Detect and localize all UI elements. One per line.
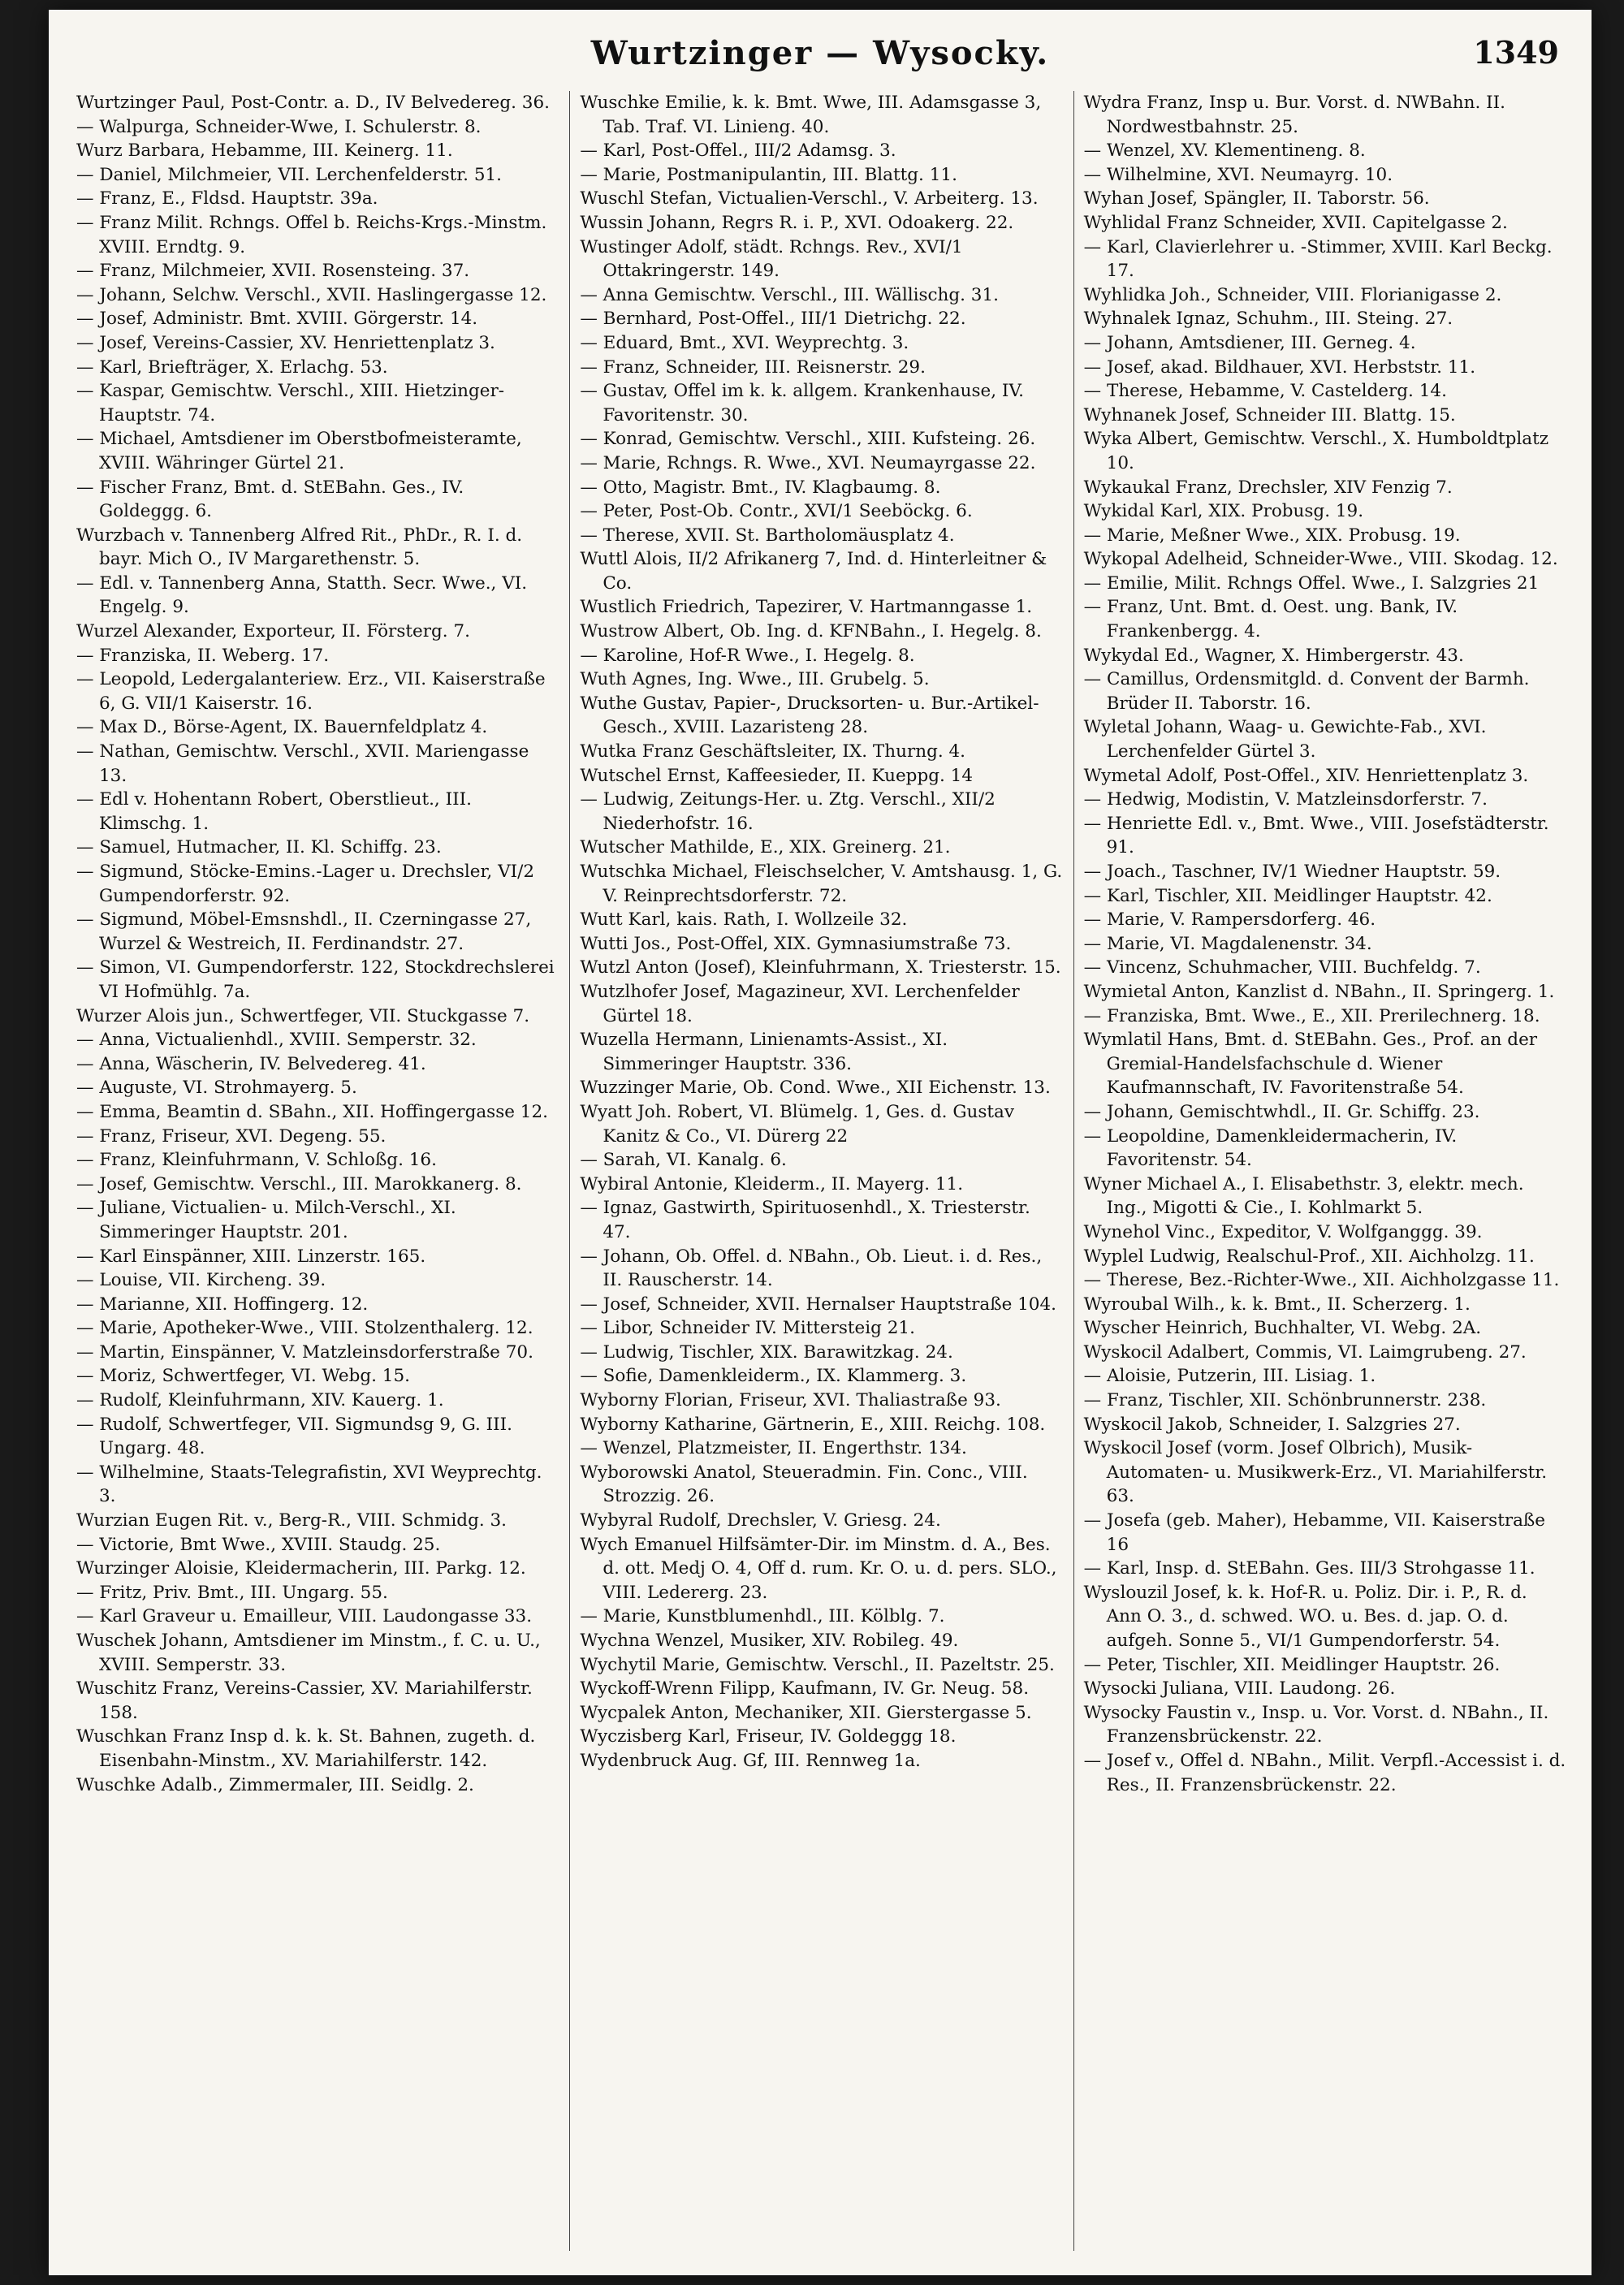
directory-entry: — Marie, Postmanipulantin, III. Blattg. 11.: [580, 164, 957, 185]
directory-entry: — Wilhelmine, Staats-Telegrafistin, XVI Weyprechtg. 3.: [76, 1462, 542, 1507]
directory-entry: Wuschke Emilie, k. k. Bmt. Wwe, III. Adamsgasse 3, Tab. Traf. VI. Linieng. 40.: [580, 93, 1042, 137]
directory-entry: Wuth Agnes, Ing. Wwe., III. Grubelg. 5.: [580, 669, 930, 690]
directory-entry: — Ludwig, Tischler, XIX. Barawitzkag. 24.: [580, 1341, 953, 1363]
directory-entry: — Camillus, Ordensmitgld. d. Convent der Barmh. Brüder II. Taborstr. 16.: [1083, 669, 1530, 714]
directory-entry: Wyskocil Jakob, Schneider, I. Salzgries 27.: [1083, 1414, 1461, 1435]
directory-entry: — Leopold, Ledergalanteriew. Erz., VII. Kaiserstraße 6, G. VII/1 Kaiserstr. 16.: [76, 669, 546, 714]
directory-entry: — Martin, Einspänner, V. Matzleinsdorferstraße 70.: [76, 1341, 533, 1363]
directory-entry: — Wenzel, XV. Klementineng. 8.: [1083, 140, 1366, 162]
directory-entry: Wyroubal Wilh., k. k. Bmt., II. Scherzerg. 1.: [1083, 1294, 1471, 1315]
directory-entry: — Marie, Meßner Wwe., XIX. Probusg. 19.: [1083, 525, 1461, 546]
directory-entry: — Franz, Unt. Bmt. d. Oest. ung. Bank, IV. Frankenbergg. 4.: [1083, 597, 1458, 642]
page-number: 1349: [1473, 34, 1559, 71]
directory-entry: — Therese, Hebamme, V. Castelderg. 14.: [1083, 381, 1447, 402]
directory-entry: — Michael, Amtsdiener im Oberstbofmeisteramte, XVIII. Währinger Gürtel 21.: [76, 429, 522, 473]
directory-entry: Wutscher Mathilde, E., XIX. Greinerg. 21.: [580, 837, 951, 858]
directory-entry: — Daniel, Milchmeier, VII. Lerchenfelderstr. 51.: [76, 164, 503, 185]
directory-entry: — Karl, Tischler, XII. Meidlinger Hauptstr. 42.: [1083, 885, 1492, 906]
directory-entry: — Peter, Post-Ob. Contr., XVI/1 Seeböckg. 6.: [580, 501, 973, 522]
directory-entry: — Therese, Bez.-Richter-Wwe., XII. Aichholzgasse 11.: [1083, 1270, 1560, 1291]
directory-entry: — Franz, E., Fldsd. Hauptstr. 39a.: [76, 188, 378, 209]
directory-entry: Wyhnanek Josef, Schneider III. Blattg. 15.: [1083, 404, 1456, 425]
directory-entry: — Marie, V. Rampersdorferg. 46.: [1083, 909, 1376, 931]
directory-entry: Wutschka Michael, Fleischselcher, V. Amtshausg. 1, G. V. Reinprechtsdorferstr. 72.: [580, 862, 1063, 906]
directory-entry: — Auguste, VI. Strohmayerg. 5.: [76, 1078, 357, 1099]
directory-entry: Wussin Johann, Regrs R. i. P., XVI. Odoakerg. 22.: [580, 212, 1014, 233]
directory-entry: — Joach., Taschner, IV/1 Wiedner Hauptstr. 59.: [1083, 862, 1501, 882]
column-2: [570, 91, 1073, 2251]
directory-entry: — Rudolf, Kleinfuhrmann, XIV. Kauerg. 1.: [76, 1390, 444, 1411]
directory-entry: — Josef, akad. Bildhauer, XVI. Herbststr. 11.: [1083, 356, 1476, 378]
directory-entry: — Josef, Schneider, XVII. Hernalser Hauptstraße 104.: [580, 1294, 1057, 1315]
directory-entry: Wydra Franz, Insp u. Bur. Vorst. d. NWBahn. II. Nordwestbahnstr. 25.: [1083, 93, 1505, 137]
directory-entry: Wyletal Johann, Waag- u. Gewichte-Fab., XVI. Lerchenfelder Gürtel 3.: [1083, 717, 1487, 762]
directory-entry: — Edl. v. Tannenberg Anna, Statth. Secr. Wwe., VI. Engelg. 9.: [76, 572, 528, 618]
directory-entry: Wurtzinger Paul, Post-Contr. a. D., IV Belvedereg. 36.: [76, 93, 550, 113]
directory-entry: Wurzinger Aloisie, Kleidermacherin, III. Parkg. 12.: [76, 1558, 526, 1579]
directory-entry: — Franz, Milchmeier, XVII. Rosensteing. 37.: [76, 261, 470, 282]
directory-entry: Wynehol Vinc., Expeditor, V. Wolfganggg. 39.: [1083, 1221, 1483, 1242]
directory-entry: Wyka Albert, Gemischtw. Verschl., X. Humboldtplatz 10.: [1083, 429, 1549, 473]
directory-entry: Wyscher Heinrich, Buchhalter, VI. Webg. 2A.: [1083, 1318, 1482, 1339]
directory-entry: — Karoline, Hof-R Wwe., I. Hegelg. 8.: [580, 645, 915, 666]
directory-entry: Wybyral Rudolf, Drechsler, V. Griesg. 24.: [580, 1510, 941, 1531]
column-1: [67, 91, 570, 2251]
directory-entry: — Marie, Kunstblumenhdl., III. Kölblg. 7.: [580, 1606, 945, 1627]
directory-entry: Wymietal Anton, Kanzlist d. NBahn., II. Springerg. 1.: [1083, 981, 1555, 1002]
directory-entry: — Franz, Kleinfuhrmann, V. Schloßg. 16.: [76, 1150, 437, 1171]
directory-entry: — Edl v. Hohentann Robert, Oberstlieut., III. Klimschg. 1.: [76, 789, 472, 834]
directory-entry: Wutt Karl, kais. Rath, I. Wollzeile 32.: [580, 909, 908, 931]
directory-entry: Wuschkan Franz Insp d. k. k. St. Bahnen, zugeth. d. Eisenbahn-Minstm., XV. Mariahilferstr. 142.: [76, 1726, 536, 1771]
directory-entry: — Josefa (geb. Maher), Hebamme, VII. Kaiserstraße 16: [1083, 1510, 1546, 1555]
directory-entry: Wurz Barbara, Hebamme, III. Keinerg. 11.: [76, 140, 453, 162]
directory-entry: — Fritz, Priv. Bmt., III. Ungarg. 55.: [76, 1582, 388, 1603]
directory-entry: — Franziska, Bmt. Wwe., E., XII. Prerilechnerg. 18.: [1083, 1005, 1540, 1026]
directory-entry: Wutzl Anton (Josef), Kleinfuhrmann, X. Triesterstr. 15.: [580, 957, 1061, 978]
directory-entry: Wyskocil Adalbert, Commis, VI. Laimgrubeng. 27.: [1083, 1341, 1527, 1363]
directory-entry: — Konrad, Gemischtw. Verschl., XIII. Kufsteing. 26.: [580, 429, 1036, 450]
directory-entry: Wustinger Adolf, städt. Rchngs. Rev., XVI/1 Ottakringerstr. 149.: [580, 236, 963, 282]
directory-entry: Wuttl Alois, II/2 Afrikanerg 7, Ind. d. Hinterleitner & Co.: [580, 549, 1047, 594]
directory-entry: Wurzbach v. Tannenberg Alfred Rit., PhDr., R. I. d. bayr. Mich O., IV Margarethenstr. 5.: [76, 525, 523, 570]
directory-entry: — Henriette Edl. v., Bmt. Wwe., VIII. Josefstädterstr. 91.: [1083, 813, 1549, 858]
directory-entry: Wycpalek Anton, Mechaniker, XII. Gierstergasse 5.: [580, 1702, 1032, 1723]
directory-entry: Wuzella Hermann, Linienamts-Assist., XI. Simmeringer Hauptstr. 336.: [580, 1030, 948, 1074]
directory-entry: Wykidal Karl, XIX. Probusg. 19.: [1083, 501, 1364, 522]
directory-entry: Wurzel Alexander, Exporteur, II. Försterg. 7.: [76, 621, 470, 642]
page-header: [49, 28, 1592, 84]
directory-entry: — Franz Milit. Rchngs. Offel b. Reichs-Krgs.-Minstm. XVIII. Erndtg. 9.: [76, 212, 547, 257]
directory-entry: — Marianne, XII. Hoffingerg. 12.: [76, 1294, 369, 1315]
directory-entry: — Therese, XVII. St. Bartholomäusplatz 4.: [580, 525, 955, 546]
directory-entry: — Victorie, Bmt Wwe., XVIII. Staudg. 25.: [76, 1534, 441, 1555]
directory-entry: — Ludwig, Zeitungs-Her. u. Ztg. Verschl., XII/2 Niederhofstr. 16.: [580, 789, 996, 834]
directory-entry: Wyczisberg Karl, Friseur, IV. Goldeggg 18.: [580, 1726, 957, 1747]
directory-entry: — Wilhelmine, XVI. Neumayrg. 10.: [1083, 164, 1393, 185]
directory-entry: Wyskocil Josef (vorm. Josef Olbrich), Musik-Automaten- u. Musikwerk-Erz., VI. Mariahilferstr. 63.: [1083, 1438, 1548, 1507]
directory-entry: — Juliane, Victualien- u. Milch-Verschl., XI. Simmeringer Hauptstr. 201.: [76, 1198, 456, 1242]
directory-entry: — Hedwig, Modistin, V. Matzleinsdorferstr. 7.: [1083, 789, 1488, 810]
directory-entry: Wyhlidal Franz Schneider, XVII. Capitelgasse 2.: [1083, 212, 1508, 233]
directory-entry: — Josef, Gemischtw. Verschl., III. Marokkanerg. 8.: [76, 1173, 522, 1194]
directory-entry: Wutka Franz Geschäftsleiter, IX. Thurng. 4.: [580, 741, 966, 762]
directory-entry: Wychna Wenzel, Musiker, XIV. Robileg. 49.: [580, 1631, 959, 1651]
directory-entry: — Eduard, Bmt., XVI. Weyprechtg. 3.: [580, 332, 909, 353]
directory-entry: Wurzer Alois jun., Schwertfeger, VII. Stuckgasse 7.: [76, 1005, 530, 1026]
directory-entry: Wyborny Katharine, Gärtnerin, E., XIII. Reichg. 108.: [580, 1414, 1046, 1435]
directory-entry: — Moriz, Schwertfeger, VI. Webg. 15.: [76, 1366, 410, 1387]
directory-entry: — Vincenz, Schuhmacher, VIII. Buchfeldg. 7.: [1083, 957, 1481, 978]
directory-entry: — Marie, Apotheker-Wwe., VIII. Stolzenthalerg. 12.: [76, 1318, 533, 1339]
directory-entry: Wyner Michael A., I. Elisabethstr. 3, elektr. mech. Ing., Migotti & Cie., I. Kohlmarkt 5.: [1083, 1173, 1524, 1219]
directory-entry: Wysocki Juliana, VIII. Laudong. 26.: [1083, 1678, 1396, 1700]
directory-entry: Wyplel Ludwig, Realschul-Prof., XII. Aichholzg. 11.: [1083, 1246, 1535, 1267]
directory-entry: — Sofie, Damenkleiderm., IX. Klammerg. 3.: [580, 1366, 967, 1387]
directory-entry: Wyborowski Anatol, Steueradmin. Fin. Conc., VIII. Strozzig. 26.: [580, 1462, 1028, 1507]
directory-entry: — Johann, Selchw. Verschl., XVII. Haslingergasse 12.: [76, 284, 547, 305]
directory-entry: — Josef, Vereins-Cassier, XV. Henriettenplatz 3.: [76, 332, 495, 353]
directory-entry: — Franz, Tischler, XII. Schönbrunnerstr. 238.: [1083, 1390, 1487, 1411]
directory-entry: — Fischer Franz, Bmt. d. StEBahn. Ges., IV. Goldeggg. 6.: [76, 477, 464, 522]
directory-entry: — Simon, VI. Gumpendorferstr. 122, Stockdrechslerei VI Hofmühlg. 7a.: [76, 957, 555, 1002]
directory-entry: Wydenbruck Aug. Gf, III. Rennweg 1a.: [580, 1750, 921, 1771]
directory-entry: Wyslouzil Josef, k. k. Hof-R. u. Poliz. Dir. i. P., R. d. Ann O. 3., d. schwed. WO. u. Bes. d. jap. O. d. aufgeh. Sonne 5., VI/1 Gumpendorferstr. 54.: [1083, 1582, 1527, 1651]
directory-entry: Wymetal Adolf, Post-Offel., XIV. Henriettenplatz 3.: [1083, 765, 1529, 786]
directory-entry: Wyborny Florian, Friseur, XVI. Thaliastraße 93.: [580, 1390, 1001, 1411]
directory-entry: Wyatt Joh. Robert, VI. Blümelg. 1, Ges. d. Gustav Kanitz & Co., VI. Dürerg 22: [580, 1101, 1014, 1147]
directory-entry: — Karl Graveur u. Emailleur, VIII. Laudongasse 33.: [76, 1606, 533, 1627]
directory-entry: Wybiral Antonie, Kleiderm., II. Mayerg. 11.: [580, 1173, 964, 1194]
directory-entry: — Anna Gemischtw. Verschl., III. Wällischg. 31.: [580, 284, 1000, 305]
directory-entry: Wustlich Friedrich, Tapezirer, V. Hartmanngasse 1.: [580, 597, 1033, 618]
directory-entry: — Ignaz, Gastwirth, Spirituosenhdl., X. Triesterstr. 47.: [580, 1198, 1030, 1242]
directory-entry: — Emilie, Milit. Rchngs Offel. Wwe., I. Salzgries 21: [1083, 572, 1540, 594]
directory-entry: — Josef v., Offel d. NBahn., Milit. Verpfl.-Accessist i. d. Res., II. Franzensbrückenstr. 22.: [1083, 1750, 1566, 1795]
directory-entry: — Aloisie, Putzerin, III. Lisiag. 1.: [1083, 1366, 1376, 1387]
directory-entry: Wyhnalek Ignaz, Schuhm., III. Steing. 27.: [1083, 309, 1453, 330]
directory-entry: — Sigmund, Stöcke-Emins.-Lager u. Drechsler, VI/2 Gumpendorferstr. 92.: [76, 862, 535, 906]
entry-columns: [67, 91, 1577, 2251]
directory-entry: — Karl, Post-Offel., III/2 Adamsg. 3.: [580, 140, 896, 162]
directory-entry: Wymlatil Hans, Bmt. d. StEBahn. Ges., Prof. an der Gremial-Handelsfachschule d. Wiener Kaufmannschaft, IV. Favoritenstraße 54.: [1083, 1030, 1538, 1099]
directory-entry: Wychytil Marie, Gemischtw. Verschl., II. Pazeltstr. 25.: [580, 1654, 1055, 1675]
directory-entry: — Franz, Friseur, XVI. Degeng. 55.: [76, 1125, 387, 1147]
directory-entry: Wuschitz Franz, Vereins-Cassier, XV. Mariahilferstr. 158.: [76, 1678, 533, 1723]
directory-entry: — Kaspar, Gemischtw. Verschl., XIII. Hietzinger-Hauptstr. 74.: [76, 381, 505, 425]
directory-entry: — Johann, Ob. Offel. d. NBahn., Ob. Lieut. i. d. Res., II. Rauscherstr. 14.: [580, 1246, 1043, 1291]
directory-entry: — Sigmund, Möbel-Emsnshdl., II. Czerningasse 27, Wurzel & Westreich, II. Ferdinandstr. 27.: [76, 909, 532, 954]
directory-entry: Wykopal Adelheid, Schneider-Wwe., VIII. Skodag. 12.: [1083, 549, 1558, 570]
directory-entry: — Karl Einspänner, XIII. Linzerstr. 165.: [76, 1246, 426, 1267]
directory-entry: Wyckoff-Wrenn Filipp, Kaufmann, IV. Gr. Neug. 58.: [580, 1678, 1030, 1700]
directory-entry: — Nathan, Gemischtw. Verschl., XVII. Mariengasse 13.: [76, 741, 529, 786]
directory-entry: Wustrow Albert, Ob. Ing. d. KFNBahn., I. Hegelg. 8.: [580, 621, 1042, 642]
directory-entry: — Johann, Amtsdiener, III. Gerneg. 4.: [1083, 332, 1416, 353]
directory-entry: — Gustav, Offel im k. k. allgem. Krankenhause, IV. Favoritenstr. 30.: [580, 381, 1025, 425]
directory-entry: Wyhlidka Joh., Schneider, VIII. Florianigasse 2.: [1083, 284, 1502, 305]
directory-entry: Wykaukal Franz, Drechsler, XIV Fenzig 7.: [1083, 477, 1453, 498]
directory-entry: — Louise, VII. Kircheng. 39.: [76, 1270, 326, 1291]
directory-entry: — Karl, Briefträger, X. Erlachg. 53.: [76, 356, 388, 378]
directory-entry: — Marie, Rchngs. R. Wwe., XVI. Neumayrgasse 22.: [580, 452, 1036, 473]
directory-entry: — Sarah, VI. Kanalg. 6.: [580, 1150, 787, 1171]
directory-entry: Wutschel Ernst, Kaffeesieder, II. Kueppg. 14: [580, 765, 973, 786]
directory-entry: — Leopoldine, Damenkleidermacherin, IV. Favoritenstr. 54.: [1083, 1125, 1458, 1171]
directory-entry: — Samuel, Hutmacher, II. Kl. Schiffg. 23.: [76, 837, 442, 858]
directory-entry: Wuschl Stefan, Victualien-Verschl., V. Arbeiterg. 13.: [580, 188, 1039, 209]
running-title: Wurtzinger — Wysocky.: [590, 34, 1050, 72]
directory-entry: — Johann, Gemischtwhdl., II. Gr. Schiffg. 23.: [1083, 1101, 1480, 1122]
directory-entry: Wysocky Faustin v., Insp. u. Vor. Vorst. d. NBahn., II. Franzensbrückenstr. 22.: [1083, 1702, 1549, 1747]
directory-entry: — Karl, Clavierlehrer u. -Stimmer, XVIII. Karl Beckg. 17.: [1083, 236, 1553, 282]
directory-entry: — Bernhard, Post-Offel., III/1 Dietrichg. 22.: [580, 309, 966, 330]
directory-entry: Wych Emanuel Hilfsämter-Dir. im Minstm. d. A., Bes. d. ott. Medj O. 4, Off d. rum. Kr. O. u. d. pers. SLO., VIII. Ledererg. 23.: [580, 1534, 1057, 1603]
directory-entry: — Josef, Administr. Bmt. XVIII. Görgerstr. 14.: [76, 309, 478, 330]
directory-entry: Wutzlhofer Josef, Magazineur, XVI. Lerchenfelder Gürtel 18.: [580, 981, 1020, 1026]
directory-page: [49, 10, 1592, 2275]
directory-entry: — Max D., Börse-Agent, IX. Bauernfeldplatz 4.: [76, 717, 488, 738]
directory-entry: — Wenzel, Platzmeister, II. Engerthstr. 134.: [580, 1438, 967, 1459]
directory-entry: — Karl, Insp. d. StEBahn. Ges. III/3 Strohgasse 11.: [1083, 1558, 1535, 1579]
directory-entry: — Franz, Schneider, III. Reisnerstr. 29.: [580, 356, 926, 378]
directory-entry: Wuschek Johann, Amtsdiener im Minstm., f. C. u. U., XVIII. Semperstr. 33.: [76, 1631, 541, 1675]
directory-entry: — Franziska, II. Weberg. 17.: [76, 645, 330, 666]
directory-entry: — Anna, Victualienhdl., XVIII. Semperstr. 32.: [76, 1030, 477, 1051]
directory-entry: — Marie, VI. Magdalenenstr. 34.: [1083, 933, 1372, 954]
directory-entry: — Otto, Magistr. Bmt., IV. Klagbaumg. 8.: [580, 477, 941, 498]
column-3: [1074, 91, 1577, 2251]
directory-entry: — Anna, Wäscherin, IV. Belvedereg. 41.: [76, 1053, 426, 1074]
directory-entry: Wuzzinger Marie, Ob. Cond. Wwe., XII Eichenstr. 13.: [580, 1078, 1051, 1099]
directory-entry: — Rudolf, Schwertfeger, VII. Sigmundsg 9, G. III. Ungarg. 48.: [76, 1414, 512, 1459]
directory-entry: Wuschke Adalb., Zimmermaler, III. Seidlg. 2.: [76, 1774, 474, 1795]
directory-entry: Wykydal Ed., Wagner, X. Himbergerstr. 43.: [1083, 645, 1464, 666]
directory-entry: — Walpurga, Schneider-Wwe, I. Schulerstr. 8.: [76, 116, 482, 137]
directory-entry: Wuthe Gustav, Papier-, Drucksorten- u. Bur.-Artikel-Gesch., XVIII. Lazaristeng 28.: [580, 693, 1039, 738]
directory-entry: Wyhan Josef, Spängler, II. Taborstr. 56.: [1083, 188, 1430, 209]
directory-entry: Wutti Jos., Post-Offel, XIX. Gymnasiumstraße 73.: [580, 933, 1012, 954]
directory-entry: — Libor, Schneider IV. Mittersteig 21.: [580, 1318, 915, 1339]
directory-entry: — Peter, Tischler, XII. Meidlinger Hauptstr. 26.: [1083, 1654, 1501, 1675]
directory-entry: — Emma, Beamtin d. SBahn., XII. Hoffingergasse 12.: [76, 1101, 549, 1122]
directory-entry: Wurzian Eugen Rit. v., Berg-R., VIII. Schmidg. 3.: [76, 1510, 508, 1531]
